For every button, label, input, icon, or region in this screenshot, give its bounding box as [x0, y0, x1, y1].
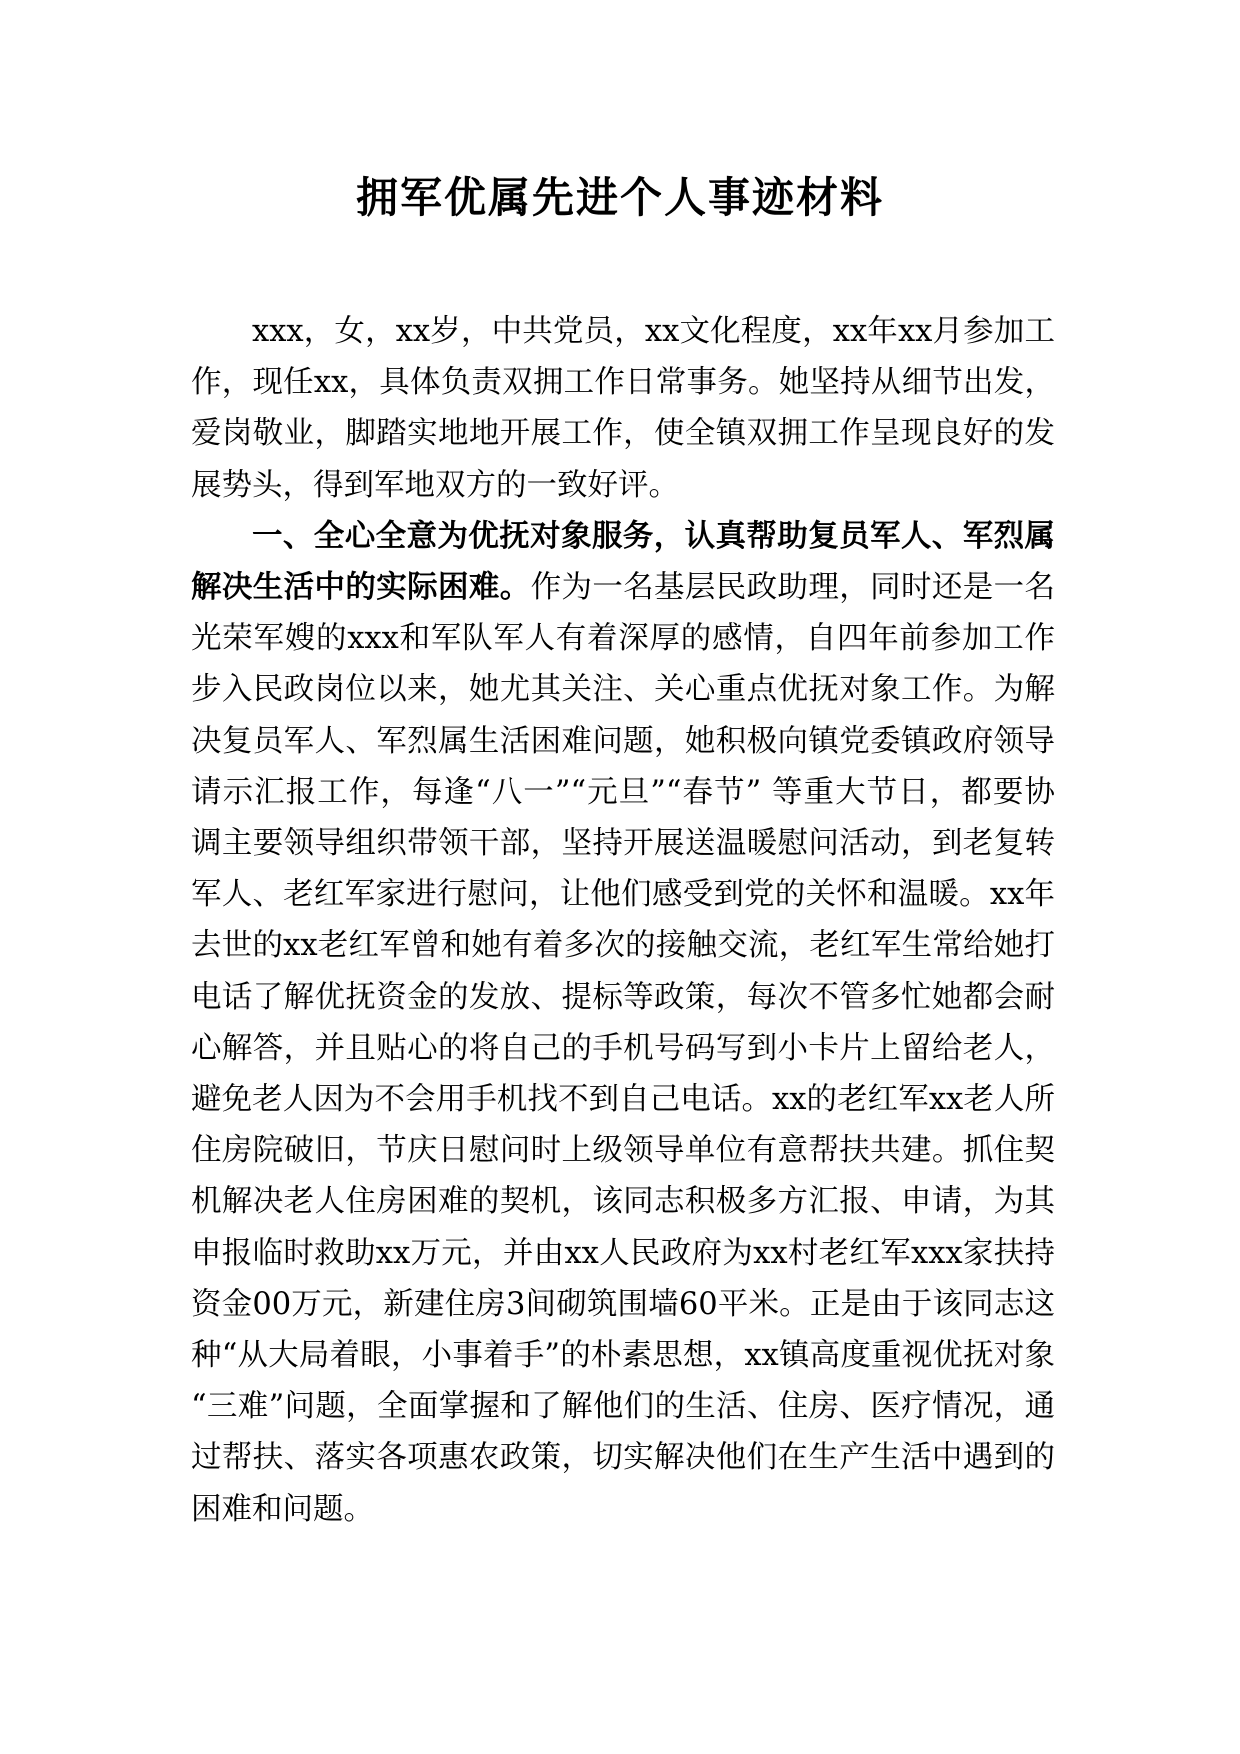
document-title: 拥军优属先进个人事迹材料	[355, 173, 884, 222]
section-one-text: 作为一名基层民政助理，同时还是一名光荣军嫂的xxx和军队军人有着深厚的感情，自四年前参加工作步入民政岗位以来，她尤其关注、关心重点优抚对象工作。为解决复员军人、军烈属生活困难问题，她积极向镇党委镇政府领导请示汇报工作，每逢“八一”“元旦”“春节” 等重大节日，都要协调主要领导组织带领干部，坚持开展送温暖慰问活动，到老复转军人、老红军家进行慰问，让他们感受到党的关怀和温暖。xx年去世的xx老红军曾和她有着多次的接触交流，老红军生常给她打电话了解优抚资金的发放、提标等政策，每次不管多忙她都会耐心解答，并且贴心的将自己的手机号码写到小卡片上留给老人，避免老人因为不会用手机找不到自己电话。xx的老红军xx老人所住房院破旧，节庆日慰问时上级领导单位有意帮扶共建。抓住契机解决老人住房困难的契机，该同志积极多方汇报、申请，为其申报临时救助xx万元，并由xx人民政府为xx村老红军xxx家扶持资金00万元，新建住房3间砌筑围墙60平米。正是由于该同志这种“从大局着眼，小事着手”的朴素思想，xx镇高度重视优抚对象 “三难”问题，全面掌握和了解他们的生活、住房、医疗情况，通过帮扶、落实各项惠农政策，切实解决他们在生产生活中遇到的困难和问题。	[191, 570, 1056, 1527]
paragraph-intro-text: xxx，女，xx岁，中共党员，xx文化程度，xx年xx月参加工作，现任xx，具体负责双拥工作日常事务。她坚持从细节出发，爱岗敬业，脚踏实地地开展工作，使全镇双拥工作呈现良好的发展势头，得到军地双方的一致好评。	[191, 314, 1055, 503]
paragraph-intro	[191, 306, 1055, 511]
document-body	[191, 306, 1055, 1535]
section-one-heading: 一、全心全意为优抚对象服务，认真帮助复员军人、军烈属解决生活中的实际困难。	[191, 518, 1055, 606]
paragraph-section-one	[191, 511, 1055, 1535]
